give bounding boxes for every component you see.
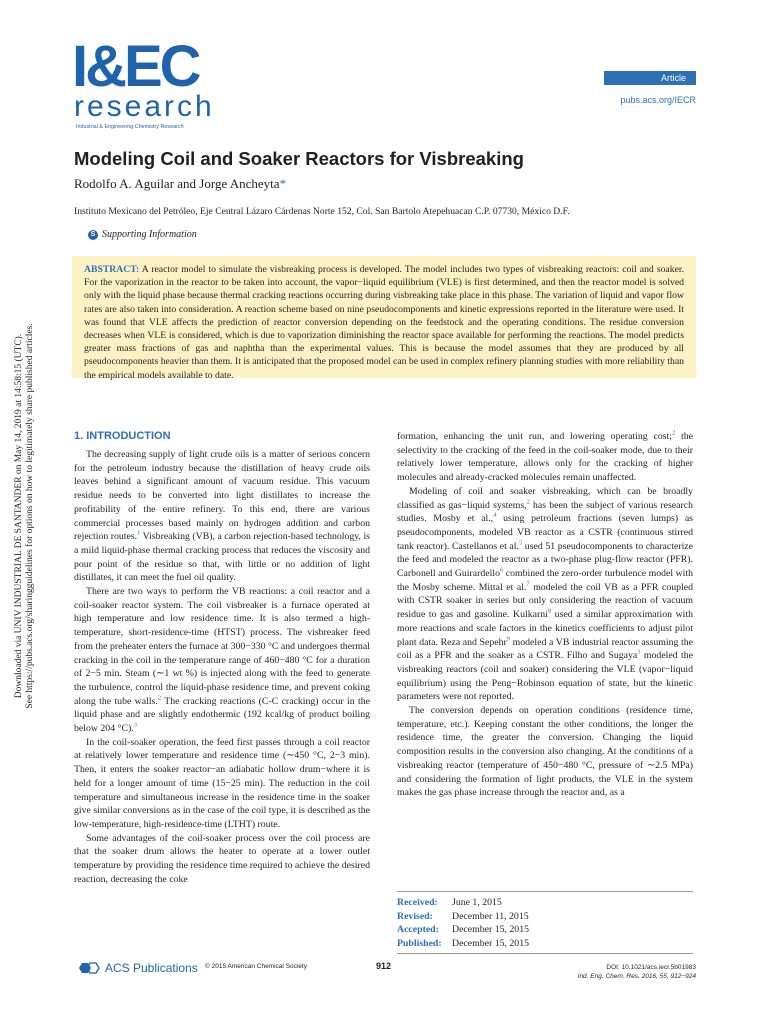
doi-link[interactable]: DOI: 10.1021/acs.iecr.5b01983 <box>606 964 696 971</box>
paragraph <box>74 585 370 736</box>
abstract-text: A reactor model to simulate the visbreaking process is developed. The model includes two types of visbreaking reactors: coil and soaker. For the vaporization in the reactor to be taken into account, the vapor−liquid equilibrium (VLE) is first determined, and then the reactor model is solved only with the liquid phase because thermal cracking reactions occurring during visbreaking take place in this phase. The variation of liquid and vapor flow rates are also taken into consideration. A reaction scheme based on nine pseudocomponents and kinetic expressions reported in the literature were used. It was found that VLE affects the prediction of reactor conversion depending on the feedstock and the operating conditions. The residue conversion decreases when VLE is considered, which is due to vaporization diminishing the reactor space available for performing the reactions. The model predicts greater mass fractions of gas and naphtha than the experimental values. This is because the model assumes that they are produced by all pseudocomponents heavier than them. It is anticipated that the proposed model can be used in complex refinery planning studies with more reliability than the empirical models available to date. <box>84 264 684 381</box>
citation-ref[interactable]: 4 <box>493 511 497 519</box>
article-type-badge: Article <box>604 71 696 85</box>
history-label: Received: <box>397 897 438 908</box>
history-label: Revised: <box>397 910 433 922</box>
abstract-box <box>72 256 696 381</box>
paragraph-text: modeled the coil VB as a PFR coupled with CSTR soaker in series but only considering the reaction of vacuum residue to gas and gasoline. Kulkarni <box>397 581 694 621</box>
paragraph-text: combined the zero-order turbulence model with the Mosby scheme. Mittal et al. <box>397 568 693 593</box>
paragraph-text: used a similar approximation with more reactions and scale factors in the kinetics coefficients to adjust pilot plant data. Reza and Sepehr <box>397 609 693 648</box>
journal-citation: Ind. Eng. Chem. Res. 2016, 55, 912−924 <box>577 972 696 980</box>
citation-ref[interactable]: 6 <box>499 566 504 574</box>
citation-ref[interactable]: 2 <box>671 429 676 437</box>
publisher-name: ACS Publications <box>105 961 198 975</box>
paragraph-text: the selectivity to the cracking of the feed in the coil-soaker mode, due to their relatively lower temperature, allows only for the cracking of higher molecules and already-cracked molecules remain unaffected. <box>397 431 694 484</box>
download-notice-line: Downloaded via UNIV INDUSTRIAL DE SANTANDER on May 14, 2019 at 14:58:15 (UTC). <box>14 333 24 699</box>
article-title: Modeling Coil and Soaker Reactors for Visbreaking <box>74 148 524 169</box>
paragraph <box>74 448 370 585</box>
page-number: 912 <box>376 961 392 971</box>
paragraph <box>397 430 693 485</box>
paragraph-text: The cracking reactions (C-C cracking) occur in the liquid phase and are slightly endothermic (192 kcal/kg of product boiling below 204 °C). <box>74 695 370 735</box>
doi-block <box>578 964 696 981</box>
copyright: © 2015 American Chemical Society <box>205 963 307 970</box>
paragraph <box>397 485 693 704</box>
citation-ref[interactable]: 5 <box>518 539 523 547</box>
paragraph-text: modeled the visbreaking reactors (coil and soaker) considering the VLE (vapor−liquid equilibrium) using the Peng−Robinson equation of state, but the kinetic parameters were not reported. <box>397 650 694 703</box>
citation-ref[interactable]: 8 <box>547 607 552 615</box>
article-history <box>397 891 693 954</box>
author-list <box>74 176 286 192</box>
citation-ref[interactable]: 3 <box>133 721 137 729</box>
paragraph-text: Modeling of coil and soaker visbreaking, which can be broadly classified as gas−liquid systems, <box>397 485 693 511</box>
paragraph-text: has been the subject of various research studies. Mosby et al., <box>397 499 693 525</box>
journal-logo-subtitle: research <box>74 90 215 123</box>
abstract-label: ABSTRACT: <box>84 264 140 275</box>
journal-logo-tagline: Industrial & Engineering Chemistry Research <box>76 124 184 130</box>
supporting-info-icon: S <box>88 230 98 240</box>
acs-publications-logo[interactable] <box>74 960 198 976</box>
paragraph-text: formation, enhancing the unit run, and lowering operating cost; <box>397 431 672 442</box>
paragraph <box>74 832 370 887</box>
history-row <box>397 910 693 924</box>
history-label: Accepted: <box>397 924 439 935</box>
paragraph-text: Some advantages of the coil-soaker process over the coil process are that the soaker drum allows the heater to operate at a lower outlet temperature by providing the residence time required to achieve the desired reaction, decreasing the coke <box>74 832 370 885</box>
section-heading-introduction: 1. INTRODUCTION <box>74 430 171 442</box>
citation-ref[interactable]: 2 <box>157 694 162 702</box>
paragraph-text: using petroleum fractions (seven lumps) as pseudocomponents, modeled VB reactor as a CSTR (continuous stirred tank reactor). Castellanos et al. <box>397 513 693 552</box>
acs-hexagon-icon <box>74 960 102 976</box>
affiliation: Instituto Mexicano del Petróleo, Eje Central Lázaro Cárdenas Norte 152, Col. San Bartolo Atepehuacan C.P. 07730, México D.F. <box>74 206 570 217</box>
citation-ref[interactable]: 1 <box>137 529 141 537</box>
left-column <box>74 448 370 887</box>
history-row <box>397 923 693 937</box>
paragraph <box>74 736 370 832</box>
sharing-guidelines-link[interactable]: See https://pubs.acs.org/sharingguidelines for options on how to legitimately share published articles. <box>25 323 35 709</box>
paragraph-text: In the coil-soaker operation, the feed first passes through a coil reactor at relatively lower temperature and residence time (∼450 °C, 2−3 min). Then, it enters the soaker reactor−an adiabatic hollow drum−where it is held for a longer amount of time (15−25 min). The reduction in the coil temperature and simultaneous increase in the residence time in the soaker give similar conversions as in the case of the coil type, it is described as the low-temperature, high-residence-time (LTHT) route. <box>74 736 371 830</box>
supporting-info-label: Supporting Information <box>102 229 197 240</box>
corresponding-author-mark[interactable]: * <box>279 176 287 191</box>
journal-logo: I&EC <box>72 34 199 99</box>
paragraph <box>397 704 693 800</box>
history-row <box>397 896 693 910</box>
citation-ref[interactable]: 9 <box>506 635 510 643</box>
history-date: December 15, 2015 <box>452 937 529 949</box>
history-date: June 1, 2015 <box>452 897 502 908</box>
paragraph-text: The decreasing supply of light crude oils is a matter of serious concern for the petroleum industry because the distillation of heavy crude oils leaves behind a significant amount of vacuum residue. This vacuum residue needs to be converted into light distillates to increase the profitability of the entire refinery. To this end, there are various commercial processes based mainly on hydrogen addition and carbon rejection routes. <box>74 449 370 543</box>
history-row <box>397 937 693 951</box>
paragraph-text: modeled a VB industrial reactor assuming the coil as a PFR and the soaker as a CSTR. Filho and Sugaya <box>397 636 693 662</box>
history-label: Published: <box>397 937 442 949</box>
download-notice <box>14 306 36 726</box>
journal-url-link[interactable]: pubs.acs.org/IECR <box>620 95 696 105</box>
authors-text: Rodolfo A. Aguilar and Jorge Ancheyta <box>74 176 280 191</box>
history-date: December 15, 2015 <box>452 924 529 935</box>
paragraph-text: Visbreaking (VB), a carbon rejection-based technology, is a mild liquid-phase thermal cracking process that reduces the viscosity and pour point of the residue so that, with little or no addition of light distillates, it can meet the fuel oil quality. <box>74 531 370 584</box>
right-column <box>397 430 693 800</box>
citation-ref[interactable]: 2 <box>526 498 530 506</box>
supporting-information-link[interactable] <box>88 229 197 240</box>
citation-ref[interactable]: 7 <box>526 580 530 588</box>
paragraph-text: The conversion depends on operation conditions (residence time, temperature, etc.). Keeping constant the other conditions, the longer the residence time, the greater the conversion. Changing the liquid composition results in the conversion also changing. At the conditions of a visbreaking reactor (temperature of 450−480 °C, pressure of ∼2.5 MPa) and considering the formation of light products, the VLE in the system makes the gas phase increase through the reactor and, as a <box>397 705 693 799</box>
history-date: December 11, 2015 <box>452 910 529 922</box>
citation-ref[interactable]: 3 <box>637 648 641 656</box>
paragraph-text: used 51 pseudocomponents to characterize the feed and modeled the reactor as a two-phase plug-flow reactor (PFR). Carbonell and Guirardello <box>397 540 694 580</box>
paragraph-text: There are two ways to perform the VB reactions: a coil reactor and a coil-soaker reactor system. The coil visbreaker is a furnace operated at high temperature and low residence time. It is also termed a high-temperature, short-residence-time (HTST) process. The visbreaker feed from the preheater enters the furnace at 300−330 °C and undergoes thermal cracking in the coil in the temperature range of 460−480 °C for a duration of 2−5 min. Steam (∼1 wt %) is injected along with the feed to generate the turbulence, control the liquid-phase residence time, and prevent coking along the tube walls. <box>74 586 370 707</box>
